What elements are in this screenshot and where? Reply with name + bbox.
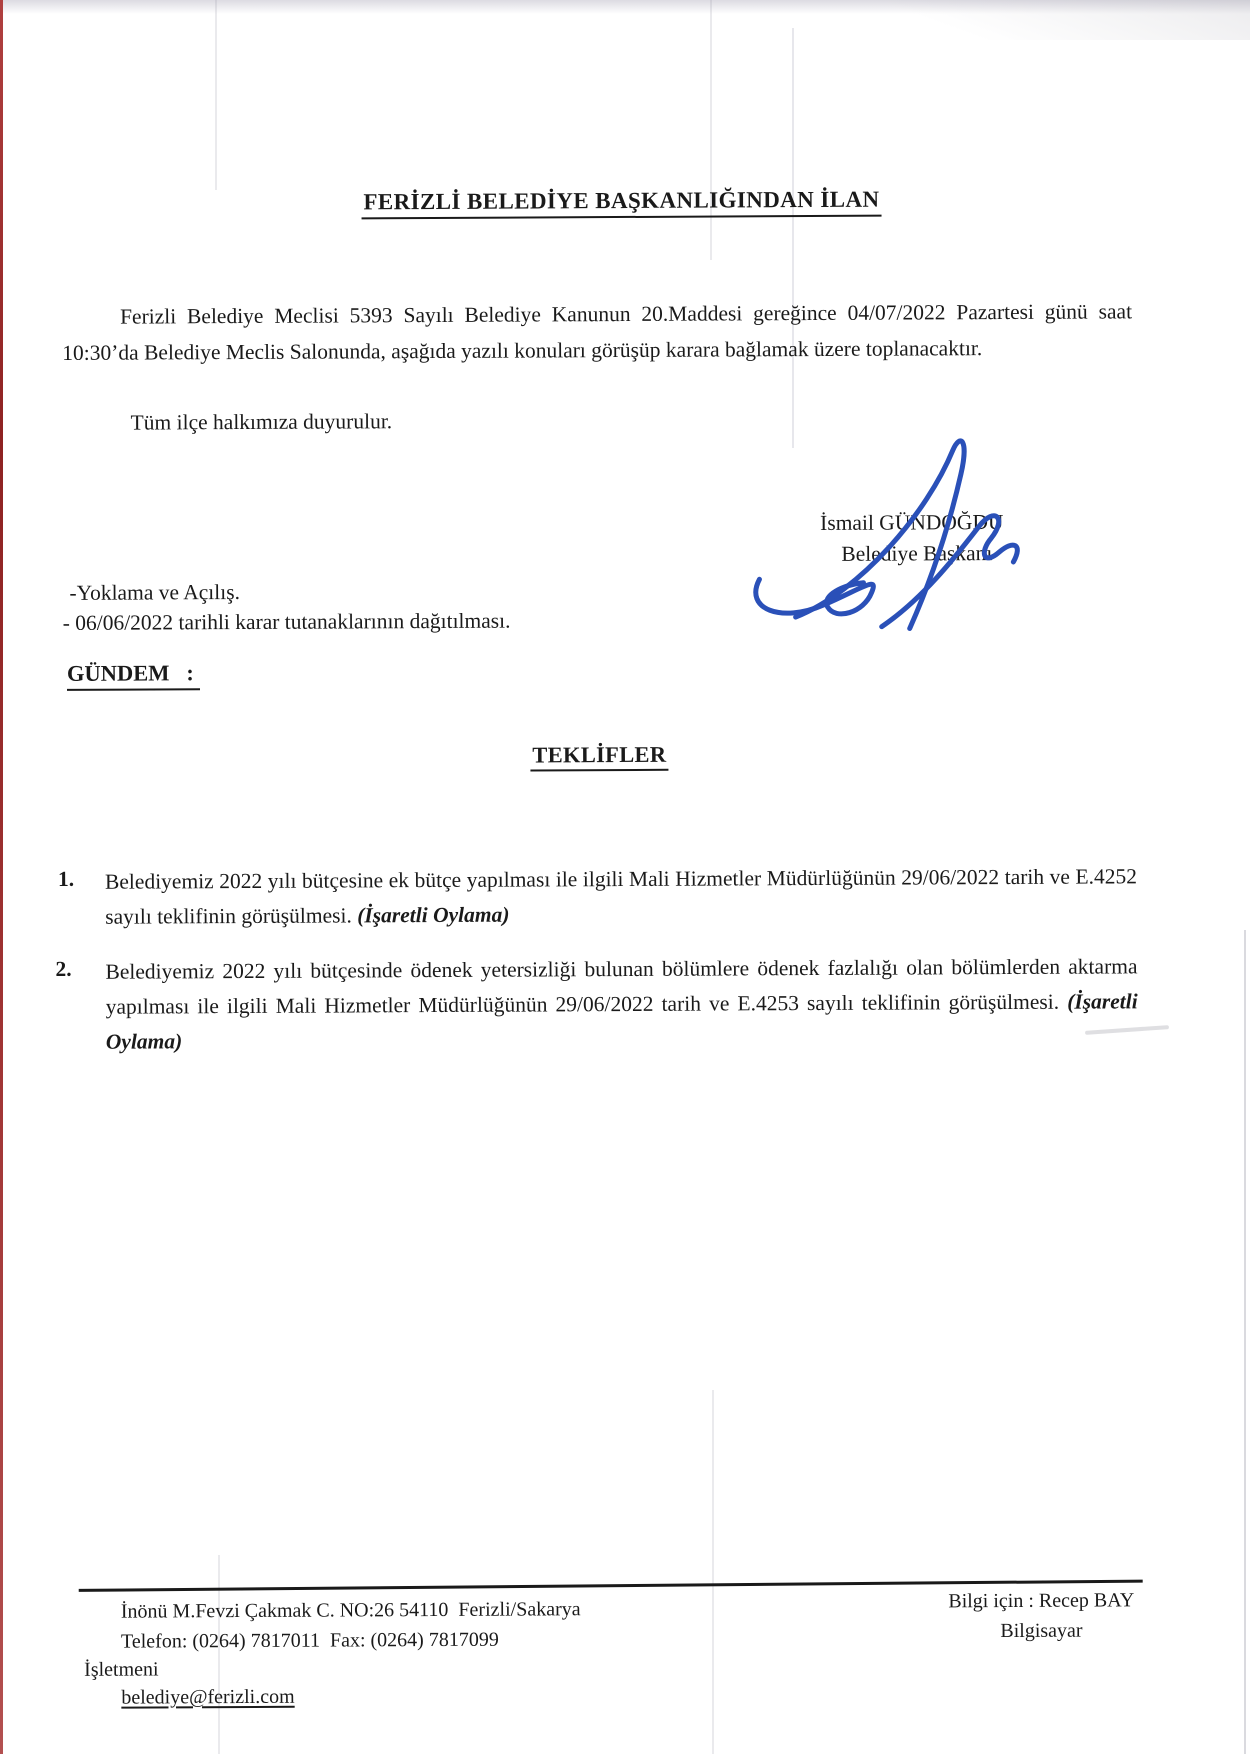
agenda-heading-row	[67, 660, 200, 691]
announcement-line: Tüm ilçe halkımıza duyurulur.	[130, 409, 393, 435]
signature-stroke	[795, 441, 965, 629]
agenda-item-emphasis: (İşaretli Oylama)	[105, 989, 1138, 1054]
footer-operator-label: İşletmeni	[84, 1658, 159, 1681]
signer-title: Belediye Başkanı	[841, 541, 993, 566]
footer-phone-fax: Telefon: (0264) 7817011 Fax: (0264) 7817099	[120, 1628, 499, 1653]
agenda-item-number: 2.	[55, 956, 72, 981]
agenda-item-emphasis: (İşaretli Oylama)	[357, 902, 510, 928]
agenda-item-text	[105, 949, 1138, 1059]
intro-paragraph: Ferizli Belediye Meclisi 5393 Sayılı Belediye Kanunun 20.Maddesi gereğince 04/07/2022 Pazartesi günü saat 10:30’da Belediye Meclis Salonunda, aşağıda yazılı konuları görüşüp karara bağlamak üzere toplanacaktır.	[62, 299, 1133, 365]
agenda-heading: GÜNDEM :	[67, 660, 200, 691]
document-title: FERİZLİ BELEDİYE BAŞKANLIĞINDAN İLAN	[361, 187, 881, 220]
agenda-item-number: 1.	[57, 866, 75, 891]
signer-name: İsmail GÜNDOĞDU	[820, 510, 1004, 535]
agenda-item-text	[105, 859, 1137, 934]
agenda-item-body: Belediyemiz 2022 yılı bütçesine ek bütçe yapılması ile ilgili Mali Hizmetler Müdürlüğünün 29/06/2022 tarih ve E.4252 sayılı teklifinin görüşülmesi.	[104, 864, 1138, 929]
pre-agenda-line-2: - 06/06/2022 tarihli karar tutanaklarının dağıtılması.	[62, 608, 511, 635]
footer-email: belediye@ferizli.com	[121, 1685, 295, 1709]
footer-info-contact: Bilgi için : Recep BAY	[948, 1589, 1135, 1613]
title-row	[0, 185, 1247, 222]
handwritten-signature	[731, 426, 1048, 646]
section-heading: TEKLİFLER	[530, 742, 668, 772]
pre-agenda-line-1: -Yoklama ve Açılış.	[69, 580, 240, 605]
footer-address: İnönü M.Fevzi Çakmak C. NO:26 54110 Ferizli/Sakarya	[120, 1598, 581, 1623]
agenda-item-body: Belediyemiz 2022 yılı bütçesinde ödenek yetersizliği bulunan bölümlere ödenek fazlalığı olan bölümlerden aktarma yapılması ile ilgili Mali Hizmetler Müdürlüğünün 29/06/2022 tarih ve E.4253 sayılı teklifinin görüşülmesi.	[105, 954, 1138, 1019]
section-heading-row	[64, 739, 1134, 774]
footer-info-role: Bilgisayar	[1000, 1619, 1083, 1643]
